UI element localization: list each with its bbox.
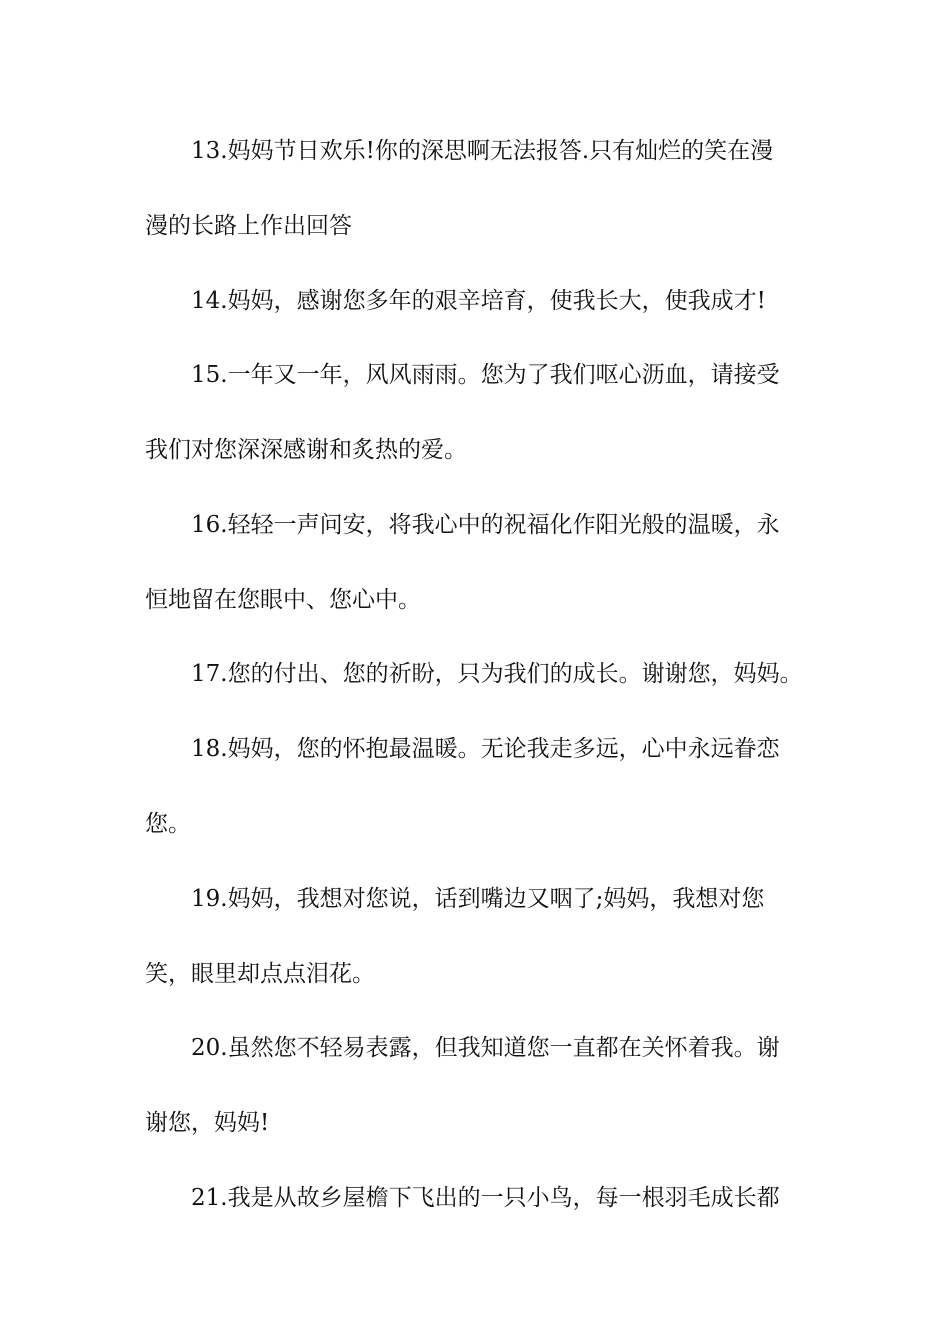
paragraph-spacer — [145, 694, 810, 731]
paragraph-line: 您。 — [145, 811, 191, 838]
paragraph — [145, 283, 810, 320]
paragraph-line: 17.您的付出、您的祈盼，只为我们的成长。谢谢您，妈妈。 — [191, 661, 803, 688]
paragraph — [145, 881, 810, 993]
paragraph-line: 13.妈妈节日欢乐!你的深思啊无法报答.只有灿烂的笑在漫 — [191, 138, 774, 164]
paragraph-line: 我们对您深深感谢和炙热的爱。 — [145, 437, 467, 464]
paragraph-spacer — [145, 993, 810, 1030]
paragraph-spacer — [145, 1143, 810, 1180]
paragraph-line: 15.一年又一年，风风雨雨。您为了我们呕心沥血，请接受 — [191, 362, 780, 389]
paragraph — [145, 133, 810, 245]
paragraph-line: 漫的长路上作出回答 — [145, 212, 352, 239]
paragraph-line: 谢您，妈妈! — [145, 1110, 270, 1137]
paragraph-spacer — [145, 245, 810, 282]
paragraph-spacer — [145, 320, 810, 357]
paragraph — [145, 507, 810, 619]
paragraph-line: 恒地留在您眼中、您心中。 — [145, 586, 421, 613]
document-body — [145, 133, 810, 1217]
paragraph — [145, 656, 810, 693]
paragraph-line: 20.虽然您不轻易表露，但我知道您一直都在关怀着我。谢 — [191, 1035, 780, 1062]
paragraph-line: 14.妈妈，感谢您多年的艰辛培育，使我长大，使我成才! — [191, 287, 766, 314]
paragraph-line: 19.妈妈，我想对您说，话到嘴边又咽了;妈妈，我想对您 — [191, 885, 765, 912]
paragraph — [145, 731, 810, 843]
paragraph-spacer — [145, 619, 810, 656]
paragraph-spacer — [145, 470, 810, 507]
paragraph — [145, 357, 810, 469]
paragraph-line: 16.轻轻一声问安，将我心中的祝福化作阳光般的温暖，永 — [191, 511, 780, 538]
paragraph — [145, 1180, 810, 1217]
paragraph-line: 18.妈妈，您的怀抱最温暖。无论我走多远，心中永远眷恋 — [191, 736, 780, 763]
paragraph — [145, 1030, 810, 1142]
paragraph-spacer — [145, 843, 810, 880]
paragraph-line: 21.我是从故乡屋檐下飞出的一只小鸟，每一根羽毛成长都 — [191, 1184, 780, 1211]
paragraph-line: 笑，眼里却点点泪花。 — [145, 960, 375, 987]
